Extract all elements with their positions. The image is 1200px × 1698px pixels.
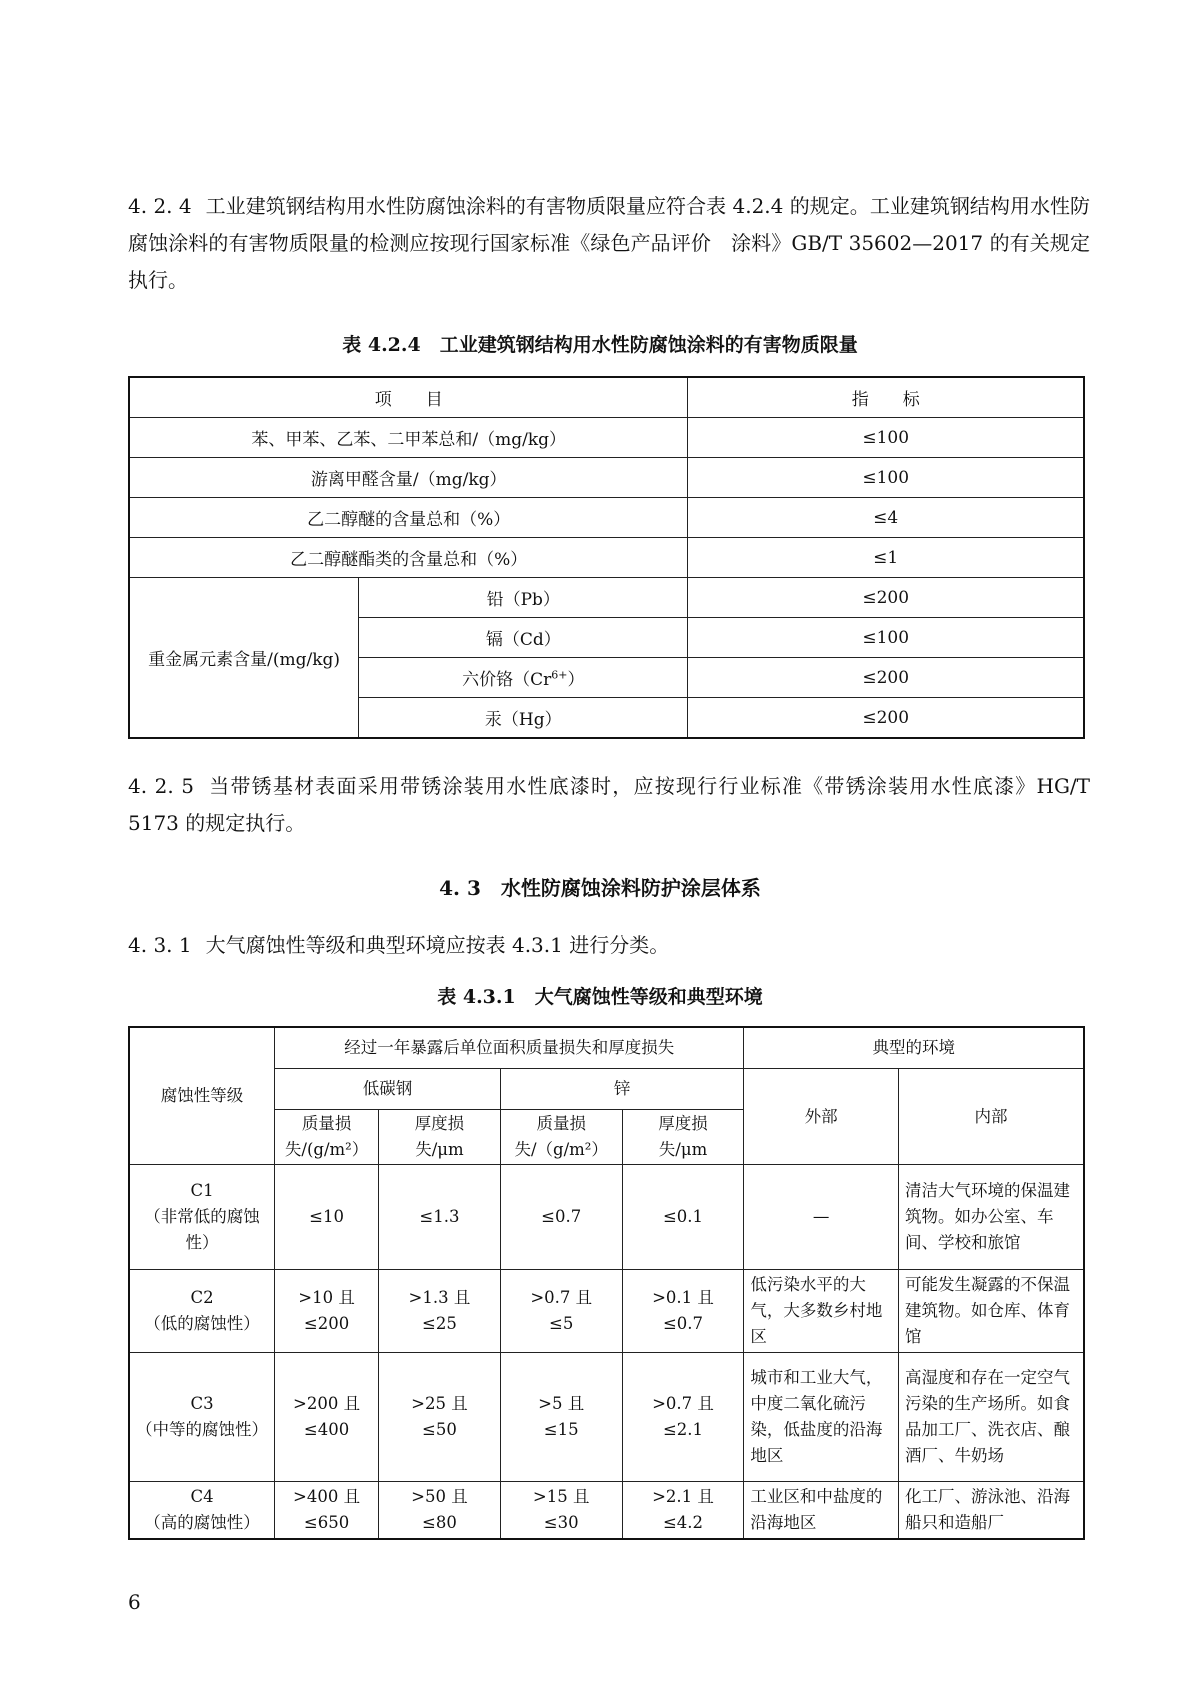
grade-desc: （非常低的腐蚀性）	[144, 1207, 260, 1252]
metal-name	[359, 658, 688, 698]
header-inside: 内部	[898, 1069, 1084, 1165]
clause-number: 4. 3. 1	[128, 933, 192, 957]
zinc-mass-cell: ≤0.7	[500, 1165, 622, 1270]
metal-name-main: 六价铬（Cr	[462, 670, 552, 690]
table-4-3-1-caption: 表 4.3.1 大气腐蚀性等级和典型环境	[437, 986, 763, 1008]
metal-name: 铅（Pb）	[359, 578, 688, 618]
table-row	[129, 578, 1084, 618]
value-line: ≤15	[543, 1420, 579, 1439]
value-line: >10 且	[298, 1288, 355, 1307]
metal-name: 镉（Cd）	[359, 618, 688, 658]
metal-value: ≤200	[688, 578, 1084, 618]
steel-mass-cell	[275, 1353, 379, 1482]
header-text: 失/μm	[415, 1140, 464, 1159]
metal-name-end: ）	[567, 670, 585, 690]
grade-cell	[129, 1270, 275, 1353]
zinc-thick-cell	[622, 1353, 744, 1482]
value-line: >2.1 且	[652, 1487, 714, 1506]
clause-number: 4. 2. 4	[128, 194, 192, 218]
zinc-thick-cell	[622, 1270, 744, 1353]
header-steel: 低碳钢	[275, 1069, 501, 1110]
clause-number: 4. 2. 5	[128, 774, 195, 798]
clause-4-2-5	[128, 768, 1090, 842]
header-zinc-thick	[622, 1110, 744, 1165]
inside-cell: 化工厂、游泳池、沿海船只和造船厂	[898, 1482, 1084, 1540]
clause-4-3-1	[128, 927, 1090, 964]
steel-mass-cell	[275, 1482, 379, 1540]
grade-code: C3	[190, 1394, 214, 1413]
header-text: 厚度损	[658, 1114, 708, 1133]
table-4-3-1	[128, 1026, 1085, 1540]
row-value: ≤100	[688, 458, 1084, 498]
table-row	[129, 498, 1084, 538]
grade-desc: （低的腐蚀性）	[144, 1314, 260, 1333]
header-text: 失/（g/m²）	[514, 1140, 608, 1159]
value-line: ≤25	[422, 1314, 457, 1333]
value-line: ≤2.1	[662, 1420, 704, 1439]
grade-desc: （高的腐蚀性）	[144, 1513, 260, 1532]
table-row	[129, 1270, 1084, 1353]
value-line: >15 且	[532, 1487, 590, 1506]
inside-cell: 清洁大气环境的保温建筑物。如办公室、车间、学校和旅馆	[898, 1165, 1084, 1270]
header-loss: 经过一年暴露后单位面积质量损失和厚度损失	[275, 1027, 744, 1069]
header-zinc-mass	[500, 1110, 622, 1165]
header-outside: 外部	[744, 1069, 899, 1165]
row-item: 游离甲醛含量/（mg/kg）	[129, 458, 688, 498]
metal-name-sup: 6+	[551, 668, 568, 682]
grade-desc: （中等的腐蚀性）	[136, 1420, 269, 1439]
outside-cell: 城市和工业大气，中度二氧化硫污染，低盐度的沿海地区	[744, 1353, 899, 1482]
table-row	[129, 418, 1084, 458]
table-header-row	[129, 377, 1084, 418]
value-line: ≤200	[303, 1314, 350, 1333]
header-text: 失/μm	[658, 1140, 708, 1159]
table-4-2-4	[128, 376, 1085, 739]
header-item: 项 目	[129, 377, 688, 418]
steel-thick-cell	[379, 1270, 501, 1353]
steel-thick-cell: ≤1.3	[379, 1165, 501, 1270]
value-line: >50 且	[411, 1487, 468, 1506]
steel-thick-cell	[379, 1353, 501, 1482]
header-text: 失/(g/m²）	[284, 1140, 369, 1159]
table-row	[129, 1165, 1084, 1270]
steel-mass-cell: ≤10	[275, 1165, 379, 1270]
value-line: >5 且	[538, 1394, 585, 1413]
grade-cell	[129, 1482, 275, 1540]
value-line: ≤0.7	[662, 1314, 704, 1333]
grade-code: C4	[190, 1487, 214, 1506]
value-line: >0.1 且	[652, 1288, 714, 1307]
grade-code: C1	[190, 1181, 214, 1200]
row-value: ≤4	[688, 498, 1084, 538]
metal-value: ≤200	[688, 698, 1084, 739]
outside-cell: 低污染水平的大气，大多数乡村地区	[744, 1270, 899, 1353]
page-number: 6	[128, 1590, 141, 1614]
section-heading: 4. 3 水性防腐蚀涂料防护涂层体系	[439, 876, 761, 900]
value-line: ≤4.2	[662, 1513, 704, 1532]
outside-cell: —	[744, 1165, 899, 1270]
header-index: 指 标	[688, 377, 1084, 418]
value-line: >200 且	[293, 1394, 361, 1413]
table-4-2-4-caption: 表 4.2.4 工业建筑钢结构用水性防腐蚀涂料的有害物质限量	[342, 334, 858, 356]
header-steel-mass	[275, 1110, 379, 1165]
header-grade: 腐蚀性等级	[129, 1027, 275, 1165]
header-zinc: 锌	[500, 1069, 744, 1110]
row-item: 苯、甲苯、乙苯、二甲苯总和/（mg/kg）	[129, 418, 688, 458]
row-item: 乙二醇醚的含量总和（%）	[129, 498, 688, 538]
metal-name: 汞（Hg）	[359, 698, 688, 739]
row-value: ≤1	[688, 538, 1084, 578]
header-steel-thick	[379, 1110, 501, 1165]
value-line: ≤5	[549, 1314, 574, 1333]
table-header-row	[129, 1027, 1084, 1069]
row-value: ≤100	[688, 418, 1084, 458]
clause-text: 大气腐蚀性等级和典型环境应按表 4.3.1 进行分类。	[205, 933, 670, 957]
zinc-mass-cell	[500, 1482, 622, 1540]
header-text: 质量损	[301, 1114, 352, 1133]
zinc-mass-cell	[500, 1270, 622, 1353]
table-row	[129, 1482, 1084, 1540]
outside-cell: 工业区和中盐度的沿海地区	[744, 1482, 899, 1540]
header-text: 质量损	[536, 1114, 586, 1133]
grade-code: C2	[190, 1288, 214, 1307]
value-line: >0.7 且	[530, 1288, 593, 1307]
table-row	[129, 538, 1084, 578]
row-item: 乙二醇醚酯类的含量总和（%）	[129, 538, 688, 578]
header-text: 厚度损	[414, 1114, 465, 1133]
heavy-metal-label: 重金属元素含量/(mg/kg)	[129, 578, 359, 739]
value-line: ≤400	[303, 1420, 350, 1439]
table-row	[129, 458, 1084, 498]
steel-mass-cell	[275, 1270, 379, 1353]
value-line: >400 且	[293, 1487, 361, 1506]
clause-text: 工业建筑钢结构用水性防腐蚀涂料的有害物质限量应符合表 4.2.4 的规定。工业建筑钢结构用水性防腐蚀涂料的有害物质限量的检测应按现行国家标准《绿色产品评价 涂料》GB/T 35602—2017 的有关规定执行。	[128, 194, 1090, 292]
zinc-thick-cell	[622, 1482, 744, 1540]
steel-thick-cell	[379, 1482, 501, 1540]
clause-text: 当带锈基材表面采用带锈涂装用水性底漆时，应按现行行业标准《带锈涂装用水性底漆》HG/T 5173 的规定执行。	[128, 774, 1090, 835]
value-line: >0.7 且	[652, 1394, 714, 1413]
value-line: ≤650	[303, 1513, 350, 1532]
table-row	[129, 1353, 1084, 1482]
value-line: ≤50	[422, 1420, 457, 1439]
zinc-thick-cell: ≤0.1	[622, 1165, 744, 1270]
inside-cell: 高湿度和存在一定空气污染的生产场所。如食品加工厂、洗衣店、酿酒厂、牛奶场	[898, 1353, 1084, 1482]
value-line: ≤80	[422, 1513, 457, 1532]
metal-value: ≤200	[688, 658, 1084, 698]
metal-value: ≤100	[688, 618, 1084, 658]
value-line: >1.3 且	[408, 1288, 471, 1307]
clause-4-2-4	[128, 188, 1090, 299]
value-line: >25 且	[411, 1394, 468, 1413]
inside-cell: 可能发生凝露的不保温建筑物。如仓库、体育馆	[898, 1270, 1084, 1353]
zinc-mass-cell	[500, 1353, 622, 1482]
header-environment: 典型的环境	[744, 1027, 1084, 1069]
grade-cell	[129, 1353, 275, 1482]
value-line: ≤30	[543, 1513, 579, 1532]
grade-cell	[129, 1165, 275, 1270]
